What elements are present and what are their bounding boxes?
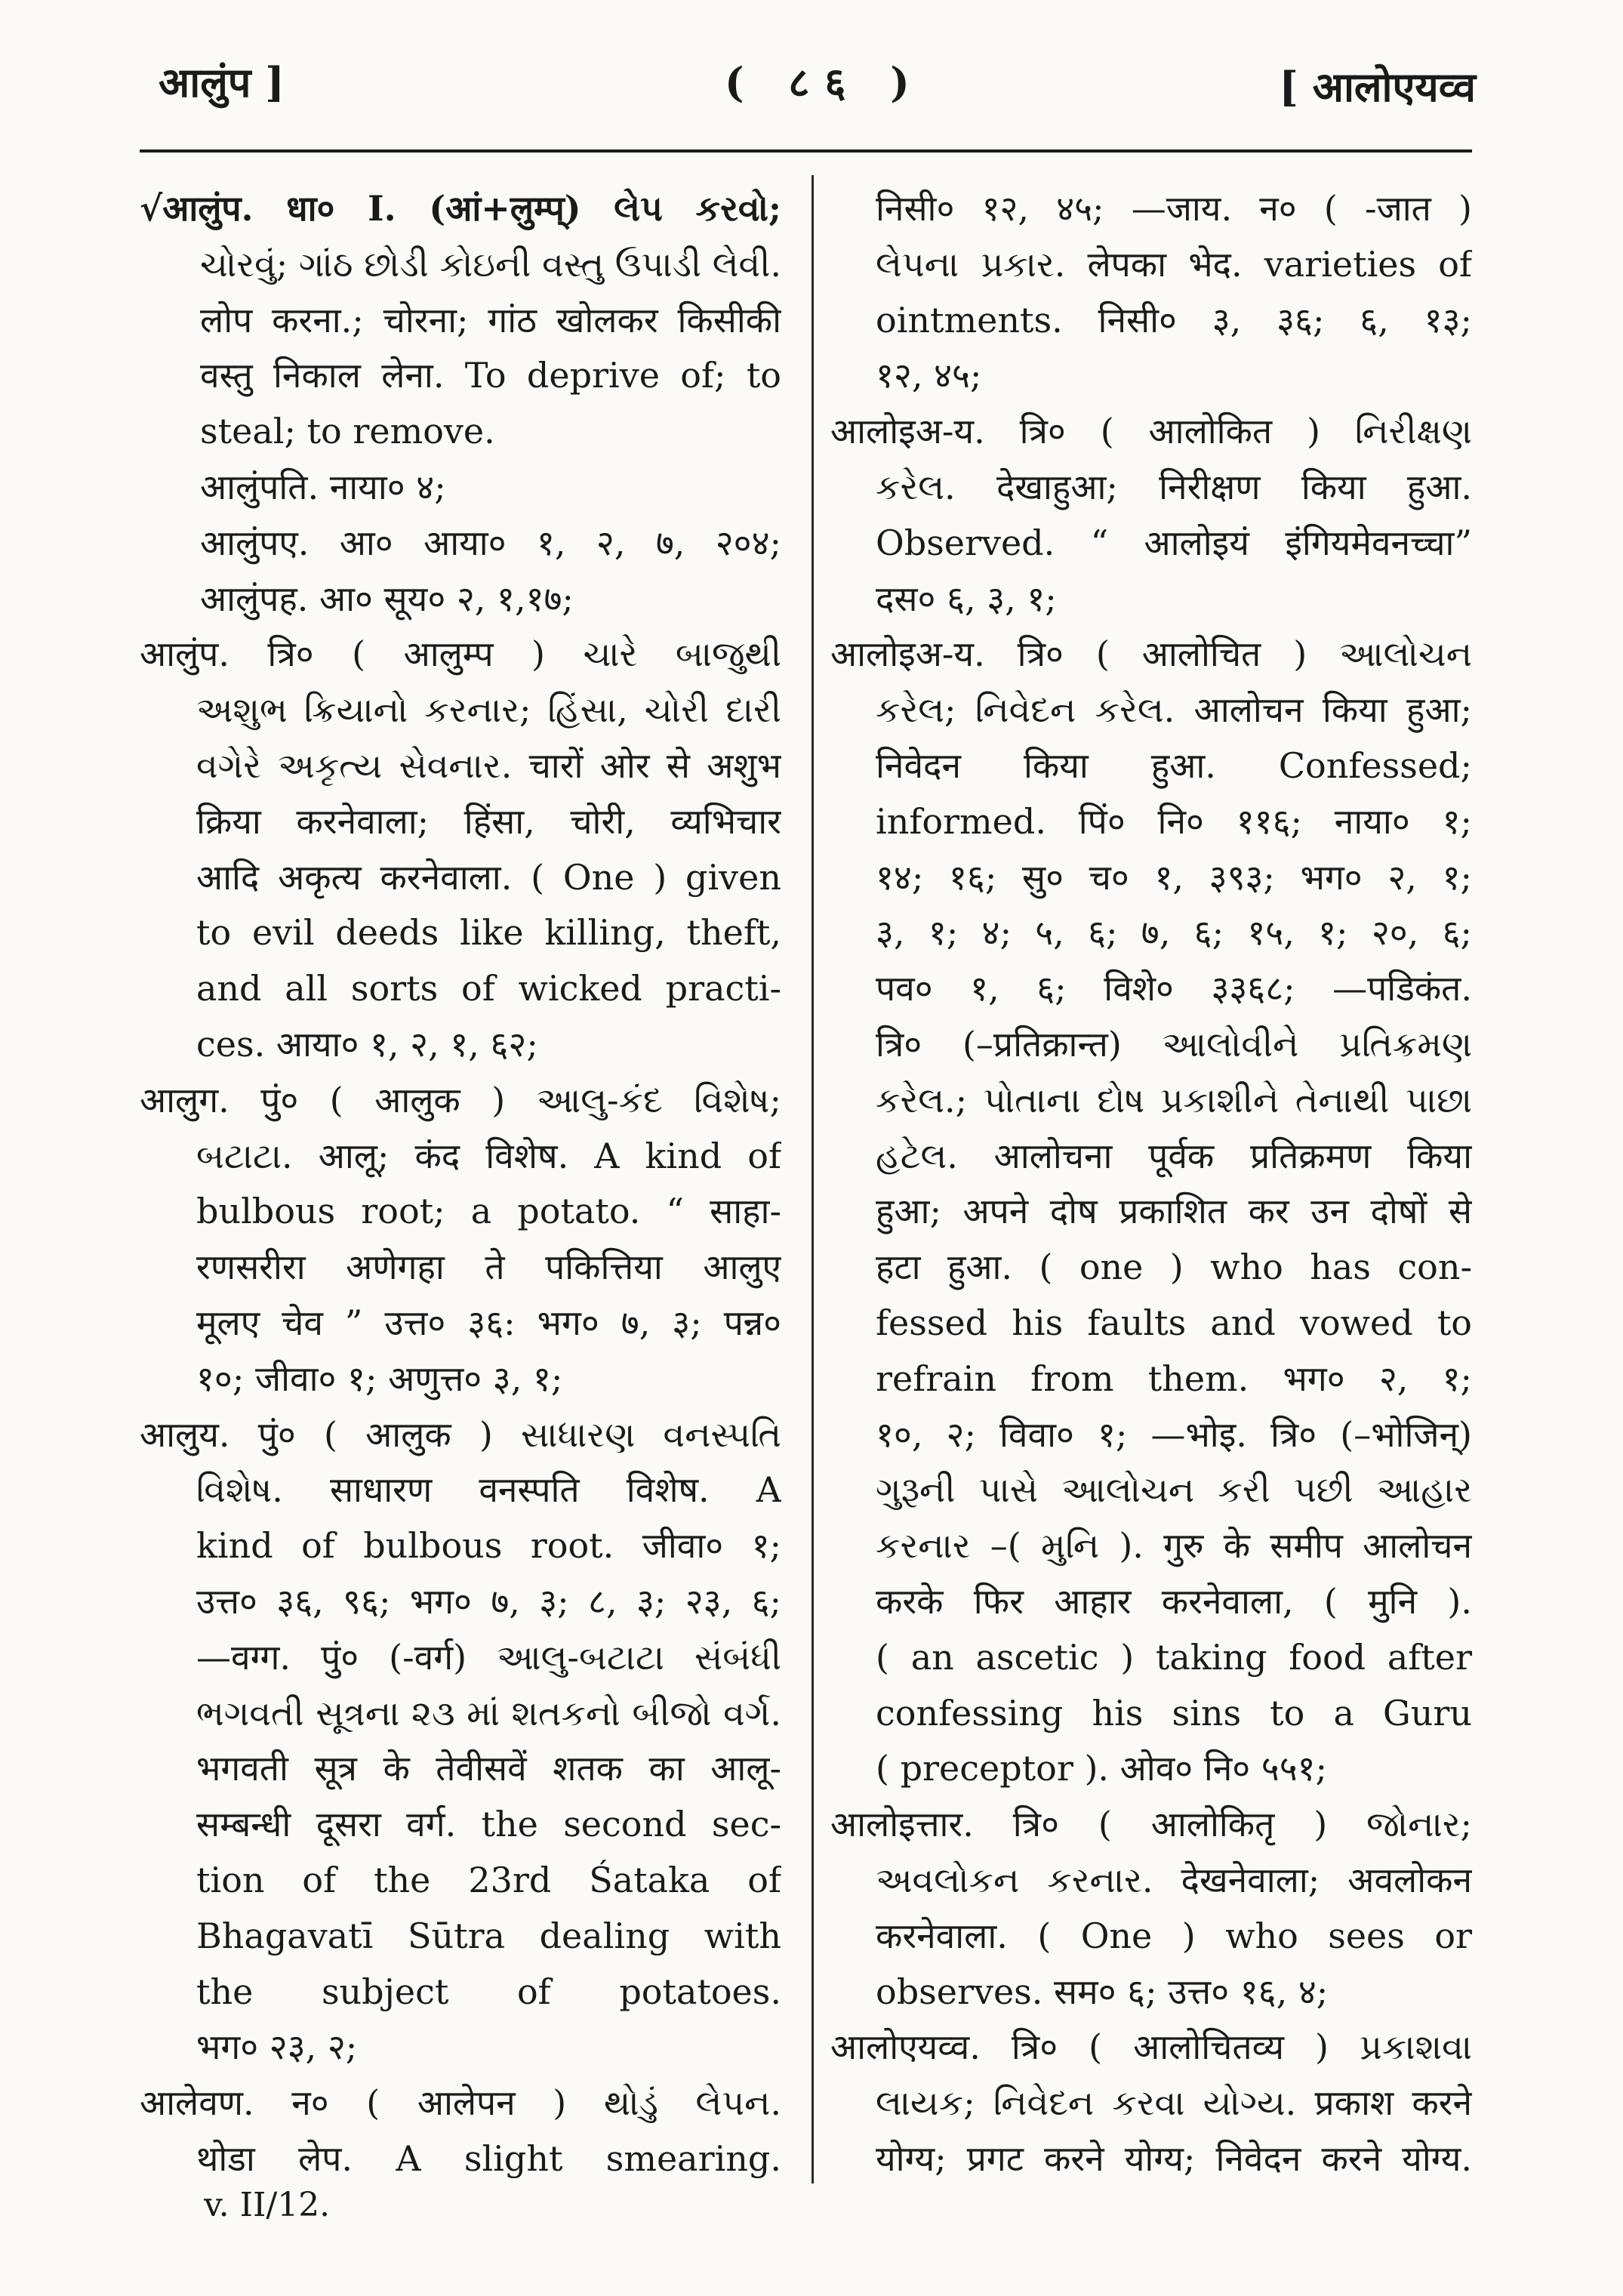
entry-line: કરનાર –( મુનિ ). गुरु के समीप आलोचन (876, 1525, 1472, 1567)
entry-line: निवेदन किया हुआ. Confessed; (876, 744, 1472, 786)
entry-line: કરેલ. देखाहुआ; निरीक्षण किया हुआ. (876, 466, 1472, 507)
entry-line: ointments. निसी० ३, ३६; ६, १३; (876, 299, 1472, 341)
sub-form: आलुंपए. आ० आया० १, २, ७, २०४; (200, 522, 781, 563)
entry-line: भग० २३, २; (196, 2026, 358, 2068)
entry-line: रणसरीरा अणेगहा ते पकित्तिया आलुए (196, 1247, 781, 1288)
entry-line: refrain from them. भग० २, १; (876, 1358, 1472, 1399)
entry-line: લેપના પ્રકાર. लेपका भेद. varieties of (876, 243, 1472, 285)
entry-line: आलुग. पुं० ( आलुक ) આલુ-કંદ વિશેષ; (140, 1079, 781, 1120)
entry-line: અવલોકન કરનાર. देखनेवाला; अवलोकन (876, 1859, 1472, 1900)
entry-line: kind of bulbous root. जीवा० १; (196, 1525, 781, 1567)
entry-line: आलोएयव्व. त्रि० ( आलोचितव्य ) પ્રકાશવા (830, 2026, 1472, 2068)
entry-line: १२, ४५; (876, 355, 982, 396)
entry-line: કરેલ.; પોતાના દોષ પ્રકાશીને તેનાથી પાછા (876, 1079, 1472, 1120)
entry-line: the subject of potatoes. (196, 1971, 781, 2012)
entry-line: Observed. “ आलोइयं इंगियमेवनच्चा” (876, 522, 1472, 563)
entry-line: निसी० १२, ४५; —जाय. न० ( -जात ) (876, 188, 1472, 229)
entry-line: ३, १; ४; ५, ६; ७, ६; १५, १; २०, ६; (876, 912, 1472, 954)
page-header (0, 45, 1623, 113)
entry-line: ભગવતી સૂત્રના ૨૩ માં શતકનો બીજો વર્ગ. (196, 1692, 781, 1734)
entry-line: steal; to remove. (200, 411, 495, 452)
volume-signature: v. II/12. (204, 2186, 331, 2224)
entry-line: १०, २; विवा० १; —भोइ. त्रि० (–भोजिन्) (876, 1413, 1472, 1455)
entry-line: બટાટા. आलू; कंद विशेष. A kind of (196, 1135, 781, 1176)
right-column (830, 181, 1472, 2187)
entry-line: ( preceptor ). ओव० नि० ५५१; (876, 1748, 1328, 1789)
entry-line: सम्बन्धी दूसरा वर्ग. the second sec- (196, 1804, 781, 1845)
entry-line: લાયક; નિવેદન કરવા યોગ્ય. प्रकाश करने (876, 2082, 1472, 2124)
entry-line: હટેલ. आलोचना पूर्वक प्रतिक्रमण किया (876, 1135, 1472, 1176)
entry-line: १४; १६; सु० च० १, ३९३; भग० २, १; (876, 856, 1472, 898)
entry-line: पव० १, ६; विशे० ३३६८; —पडिकंत. (876, 968, 1472, 1009)
entry-line: fessed his faults and vowed to (876, 1302, 1472, 1343)
entry-line: tion of the 23rd Śataka of (196, 1859, 781, 1900)
entry-line: to evil deeds like killing, theft, (196, 912, 781, 954)
entry-line: क्रिया करनेवाला; हिंसा, चोरी, व्यभिचार (196, 800, 781, 842)
entry-line: आलोइअ-य. त्रि० ( आलोचित ) આલોચન (830, 633, 1472, 675)
entry-line: वस्तु निकाल लेना. To deprive of; to (200, 355, 781, 396)
entry-line: ચોરવું; ગાંઠ છોડી કોઇની વસ્તુ ઉપાડી લેવી. (200, 243, 781, 285)
entry-line: आलुंप. त्रि० ( आलुम्प ) ચારે બાજુથી (140, 633, 781, 675)
entry-line: थोडा लेप. A slight smearing. (196, 2137, 781, 2179)
entry-line: १०; जीवा० १; अणुत्त० ३, १; (196, 1358, 563, 1399)
entry-line: ces. आया० १, २, १, ६२; (196, 1023, 538, 1065)
entry-line: અશુભ ક્રિયાનો કરનાર; હિંસા, ચોરી દારી (196, 689, 781, 731)
entry-line: मूलए चेव ” उत्त० ३६: भग० ७, ३; पन्न० (196, 1302, 781, 1343)
right-guide-word: [ आलोएयव्व (1279, 63, 1476, 111)
entry-line: दस० ६, ३, १; (876, 578, 1057, 619)
entry-line: observes. सम० ६; उत्त० १६, ४; (876, 1971, 1329, 2012)
left-column (140, 181, 781, 2187)
sub-form: आलुंपह. आ० सूय० २, १,१७; (200, 578, 574, 619)
entry-line: आदि अकृत्य करनेवाला. ( One ) given (196, 856, 781, 898)
entry-line: हटा हुआ. ( one ) who has con- (876, 1247, 1472, 1288)
entry-line: કરેલ; નિવેદન કરેલ. आलोचन किया हुआ; (876, 689, 1472, 731)
entry-line: आलुय. पुं० ( आलुक ) સાધારણ વનસ્પતિ (140, 1413, 781, 1455)
entry-line: योग्य; प्रगट करने योग्य; निवेदन करने योग्य. (876, 2137, 1472, 2179)
entry-line: करनेवाला. ( One ) who sees or (876, 1915, 1472, 1956)
column-divider (812, 175, 814, 2184)
entry-line: करके फिर आहार करनेवाला, ( मुनि ). (876, 1580, 1472, 1622)
sub-form: आलुंपति. नाया० ४; (200, 466, 446, 507)
entry-line: √आलुंप. धा० I. (आं+लुम्प्) લેપ કરવો; (140, 188, 781, 229)
entry-line: हुआ; अपने दोष प्रकाशित कर उन दोषों से (876, 1191, 1472, 1232)
entry-line: ( an ascetic ) taking food after (876, 1636, 1472, 1678)
entry-line: Bhagavatī Sūtra dealing with (196, 1915, 781, 1956)
entry-line: त्रि० (–प्रतिक्रान्त) આલોવીને પ્રતિક્રમણ (876, 1023, 1472, 1065)
entry-line: ગુરૂની પાસે આલોચન કરી પછી આહાર (876, 1469, 1472, 1511)
entry-line: વિશેષ. साधारण वनस्पति विशेष. A (196, 1469, 781, 1511)
entry-line: लोप करना.; चोरना; गांठ खोलकर किसीकी (200, 299, 781, 341)
entry-line: bulbous root; a potato. “ साहा- (196, 1191, 781, 1232)
entry-line: confessing his sins to a Guru (876, 1692, 1472, 1734)
entry-line: —वग्ग. पुं० (-वर्ग) આલુ-બટાટા સંબંધી (196, 1636, 781, 1678)
header-rule (140, 149, 1472, 153)
entry-line: વગેરે અકૃત્ય સેવનાર. चारों ओर से अशुभ (196, 744, 781, 786)
entry-line: उत्त० ३६, ९६; भग० ७, ३; ८, ३; २३, ६; (196, 1580, 781, 1622)
entry-line: आलोइत्तार. त्रि० ( आलोकितृ ) જોનાર; (830, 1804, 1472, 1845)
left-guide-word: आलुंप ] (159, 58, 285, 106)
page-number: ( ८६ ) (725, 58, 925, 106)
entry-line: and all sorts of wicked practi- (196, 968, 781, 1009)
entry-line: आलेवण. न० ( आलेपन ) થોડું લેપન. (140, 2082, 781, 2124)
entry-line: informed. पिं० नि० ११६; नाया० १; (876, 800, 1472, 842)
entry-line: आलोइअ-य. त्रि० ( आलोकित ) નિરીક્ષણ (830, 411, 1472, 452)
entry-line: भगवती सूत्र के तेवीसवें शतक का आलू- (196, 1748, 781, 1789)
